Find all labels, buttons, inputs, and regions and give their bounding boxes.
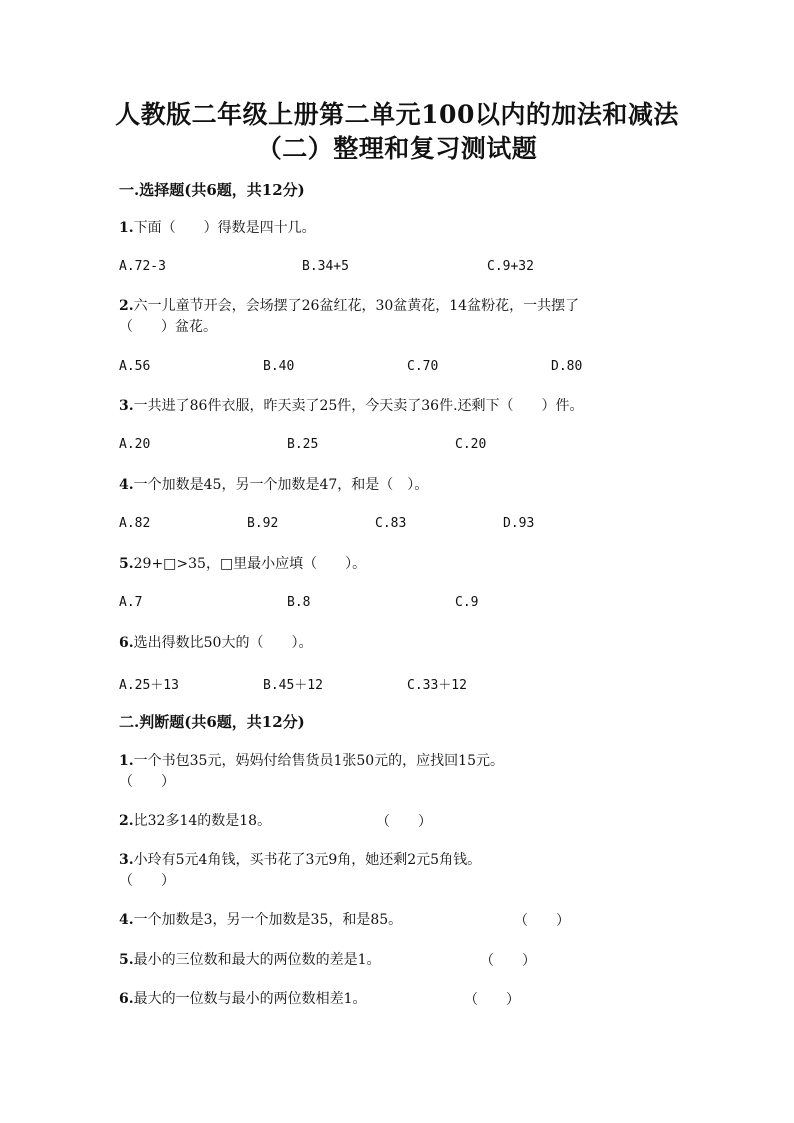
question-number: 4. xyxy=(119,477,134,493)
question-text: 一共进了86件衣服，昨天卖了25件，今天卖了36件.还剩下（ ）件。 xyxy=(133,398,584,414)
option-d[interactable]: D.93 xyxy=(503,516,535,531)
option-a[interactable]: A.72-3 xyxy=(119,259,166,274)
question-number: 6. xyxy=(119,635,134,651)
question-text: 小玲有5元4角钱，买书花了3元9角，她还剩2元5角钱。 xyxy=(133,852,482,868)
question-text: 选出得数比50大的（ ）。 xyxy=(133,635,313,651)
question-text: 一个加数是3，另一个加数是35，和是85。 xyxy=(133,912,403,928)
question-number: 3. xyxy=(119,852,134,868)
question-text: 比32多14的数是18。 xyxy=(133,813,272,829)
option-b[interactable]: B.92 xyxy=(247,516,279,531)
question-number: 3. xyxy=(119,398,134,414)
question-number: 1. xyxy=(119,220,134,236)
page-title-line1: 人教版二年级上册第二单元100以内的加法和减法 xyxy=(115,100,679,129)
answer-blank[interactable]: （ ） xyxy=(376,814,432,830)
answer-blank[interactable]: （ ） xyxy=(119,774,175,790)
option-a[interactable]: A.56 xyxy=(119,359,151,374)
question-number: 6. xyxy=(119,991,134,1007)
question-text: 下面（ ）得数是四十几。 xyxy=(133,220,316,236)
section-heading-true-false: 二.判断题(共6题，共12分) xyxy=(119,713,305,731)
question-number: 5. xyxy=(119,952,134,968)
tf-question-6 xyxy=(119,989,699,1010)
choice-question-2 xyxy=(119,296,699,338)
option-b[interactable]: B.40 xyxy=(263,359,295,374)
choice-question-6 xyxy=(119,633,699,654)
answer-blank[interactable]: （ ） xyxy=(119,873,175,889)
question-number: 1. xyxy=(119,753,134,769)
question-number: 4. xyxy=(119,912,134,928)
page-title-line2: （二）整理和复习测试题 xyxy=(256,134,538,163)
option-c[interactable]: C.9+32 xyxy=(487,259,534,274)
option-d[interactable]: D.80 xyxy=(551,359,583,374)
option-b[interactable]: B.25 xyxy=(287,437,319,452)
choice-question-5 xyxy=(119,554,699,575)
option-c[interactable]: C.70 xyxy=(407,359,439,374)
question-text-continued: （ ）盆花。 xyxy=(119,319,217,335)
question-text: 一个书包35元，妈妈付给售货员1张50元的，应找回15元。 xyxy=(133,753,504,769)
question-text: 最小的三位数和最大的两位数的差是1。 xyxy=(133,952,381,968)
option-c[interactable]: C.20 xyxy=(455,437,487,452)
answer-blank[interactable]: （ ） xyxy=(514,913,570,929)
question-number: 5. xyxy=(119,556,134,572)
option-a[interactable]: A.25＋13 xyxy=(119,678,179,693)
option-a[interactable]: A.82 xyxy=(119,516,151,531)
option-c[interactable]: C.33＋12 xyxy=(407,678,467,693)
tf-question-1 xyxy=(119,751,699,793)
tf-question-5 xyxy=(119,950,699,971)
question-text: 最大的一位数与最小的两位数相差1。 xyxy=(133,991,367,1007)
option-c[interactable]: C.9 xyxy=(455,595,479,610)
answer-blank[interactable]: （ ） xyxy=(464,992,520,1008)
choice-question-1 xyxy=(119,218,699,239)
question-text: 六一儿童节开会，会场摆了26盆红花，30盆黄花，14盆粉花，一共摆了 xyxy=(133,298,580,314)
tf-question-3 xyxy=(119,850,699,892)
section-heading-choice: 一.选择题(共6题，共12分) xyxy=(119,181,305,199)
option-a[interactable]: A.7 xyxy=(119,595,143,610)
choice-question-4 xyxy=(119,475,699,496)
question-number: 2. xyxy=(119,298,134,314)
tf-question-4 xyxy=(119,910,699,931)
choice-question-3 xyxy=(119,396,699,417)
question-number: 2. xyxy=(119,813,134,829)
option-c[interactable]: C.83 xyxy=(375,516,407,531)
option-a[interactable]: A.20 xyxy=(119,437,151,452)
option-b[interactable]: B.8 xyxy=(287,595,311,610)
option-b[interactable]: B.34+5 xyxy=(302,259,349,274)
question-text: 一个加数是45，另一个加数是47，和是（ ）。 xyxy=(133,477,429,493)
answer-blank[interactable]: （ ） xyxy=(480,953,536,969)
option-b[interactable]: B.45＋12 xyxy=(263,678,323,693)
question-text: 29+□>35，□里最小应填（ ）。 xyxy=(133,556,367,572)
